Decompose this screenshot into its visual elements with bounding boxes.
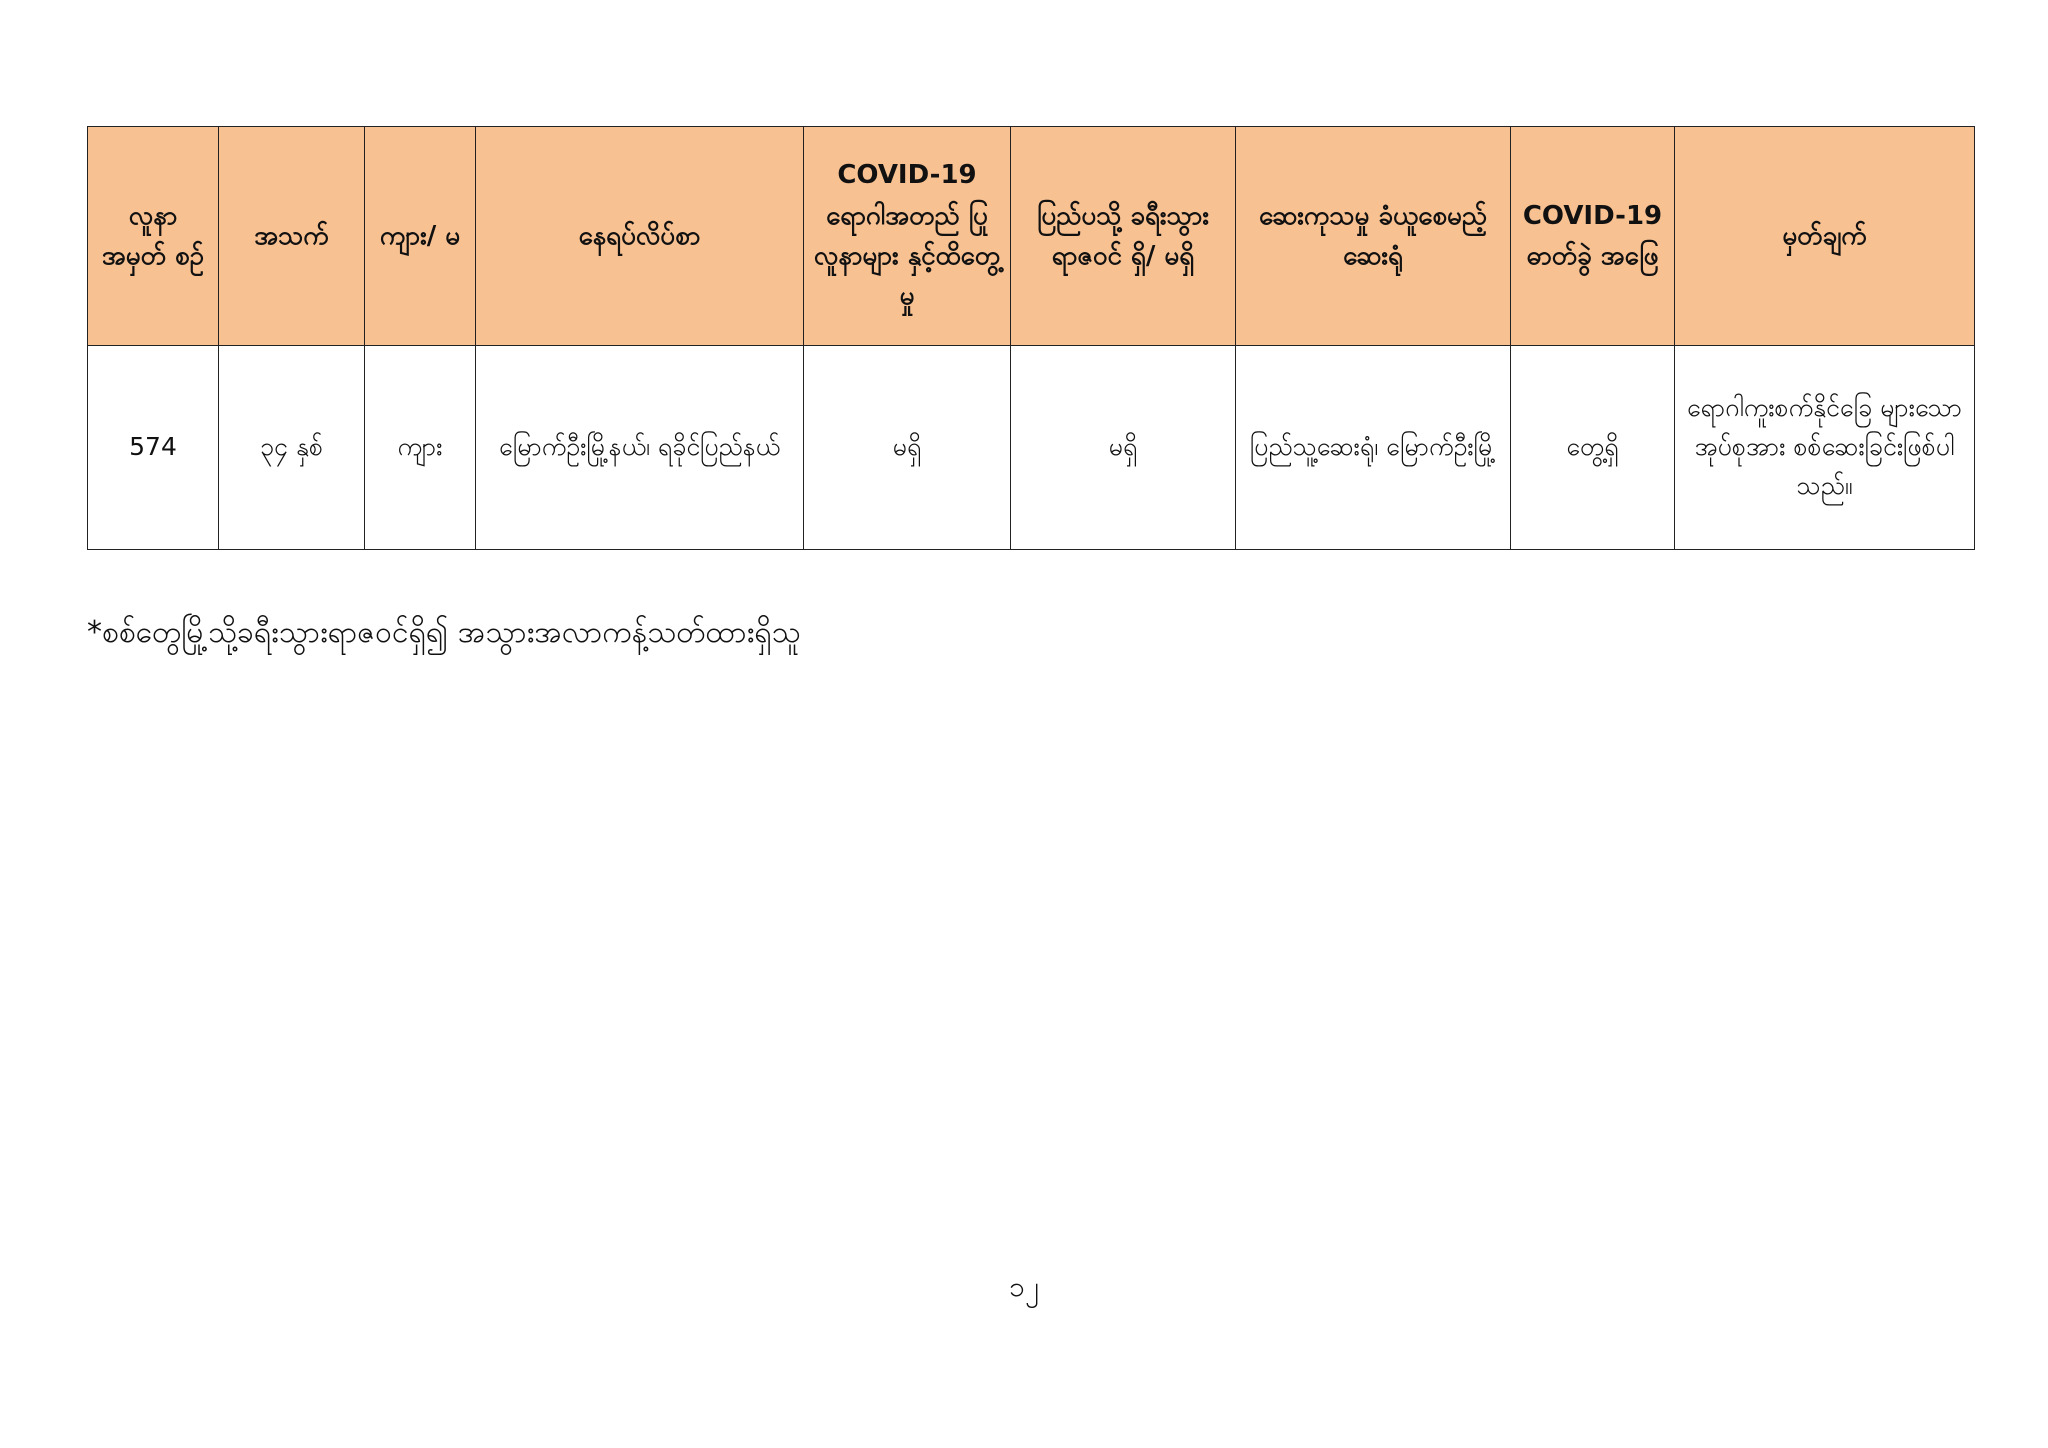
cell-age: ၃၄ နှစ်	[219, 346, 365, 550]
header-address: နေရပ်လိပ်စာ	[476, 127, 804, 346]
cell-contact: မရှိ	[804, 346, 1011, 550]
table-header-row	[88, 127, 1975, 346]
header-remarks: မှတ်ချက်	[1675, 127, 1975, 346]
header-lab-result: COVID-19 ဓာတ်ခွဲ အဖြေ	[1511, 127, 1675, 346]
header-travel-history: ပြည်ပသို့ ခရီးသွား ရာဇဝင် ရှိ/ မရှိ	[1011, 127, 1236, 346]
header-hospital: ဆေးကုသမှု ခံယူစေမည့် ဆေးရုံ	[1236, 127, 1511, 346]
cell-remarks: ရောဂါကူးစက်နိုင်ခြေ များသော အုပ်စုအား စစ်ဆေးခြင်းဖြစ်ပါ သည်။	[1675, 346, 1975, 550]
cell-gender: ကျား	[365, 346, 476, 550]
cell-lab-result: တွေ့ရှိ	[1511, 346, 1675, 550]
cell-address: မြောက်ဦးမြို့နယ်၊ ရခိုင်ပြည်နယ်	[476, 346, 804, 550]
case-table	[87, 126, 1975, 550]
cell-case-no: 574	[88, 346, 219, 550]
header-case-no: လူနာ အမှတ် စဉ်	[88, 127, 219, 346]
header-contact: COVID-19 ရောဂါအတည် ပြု လူနာများ နှင့်ထိတွေ့မှု	[804, 127, 1011, 346]
cell-hospital: ပြည်သူ့ဆေးရုံ၊ မြောက်ဦးမြို့	[1236, 346, 1511, 550]
table-row	[88, 346, 1975, 550]
cell-travel-history: မရှိ	[1011, 346, 1236, 550]
header-age: အသက်	[219, 127, 365, 346]
footnote: *စစ်တွေမြို့သို့ခရီးသွားရာဇဝင်ရှိ၍ အသွားအလာကန့်သတ်ထားရှိသူ	[87, 615, 801, 650]
header-gender: ကျား/ မ	[365, 127, 476, 346]
page-number: ၁၂	[1009, 1270, 1039, 1303]
